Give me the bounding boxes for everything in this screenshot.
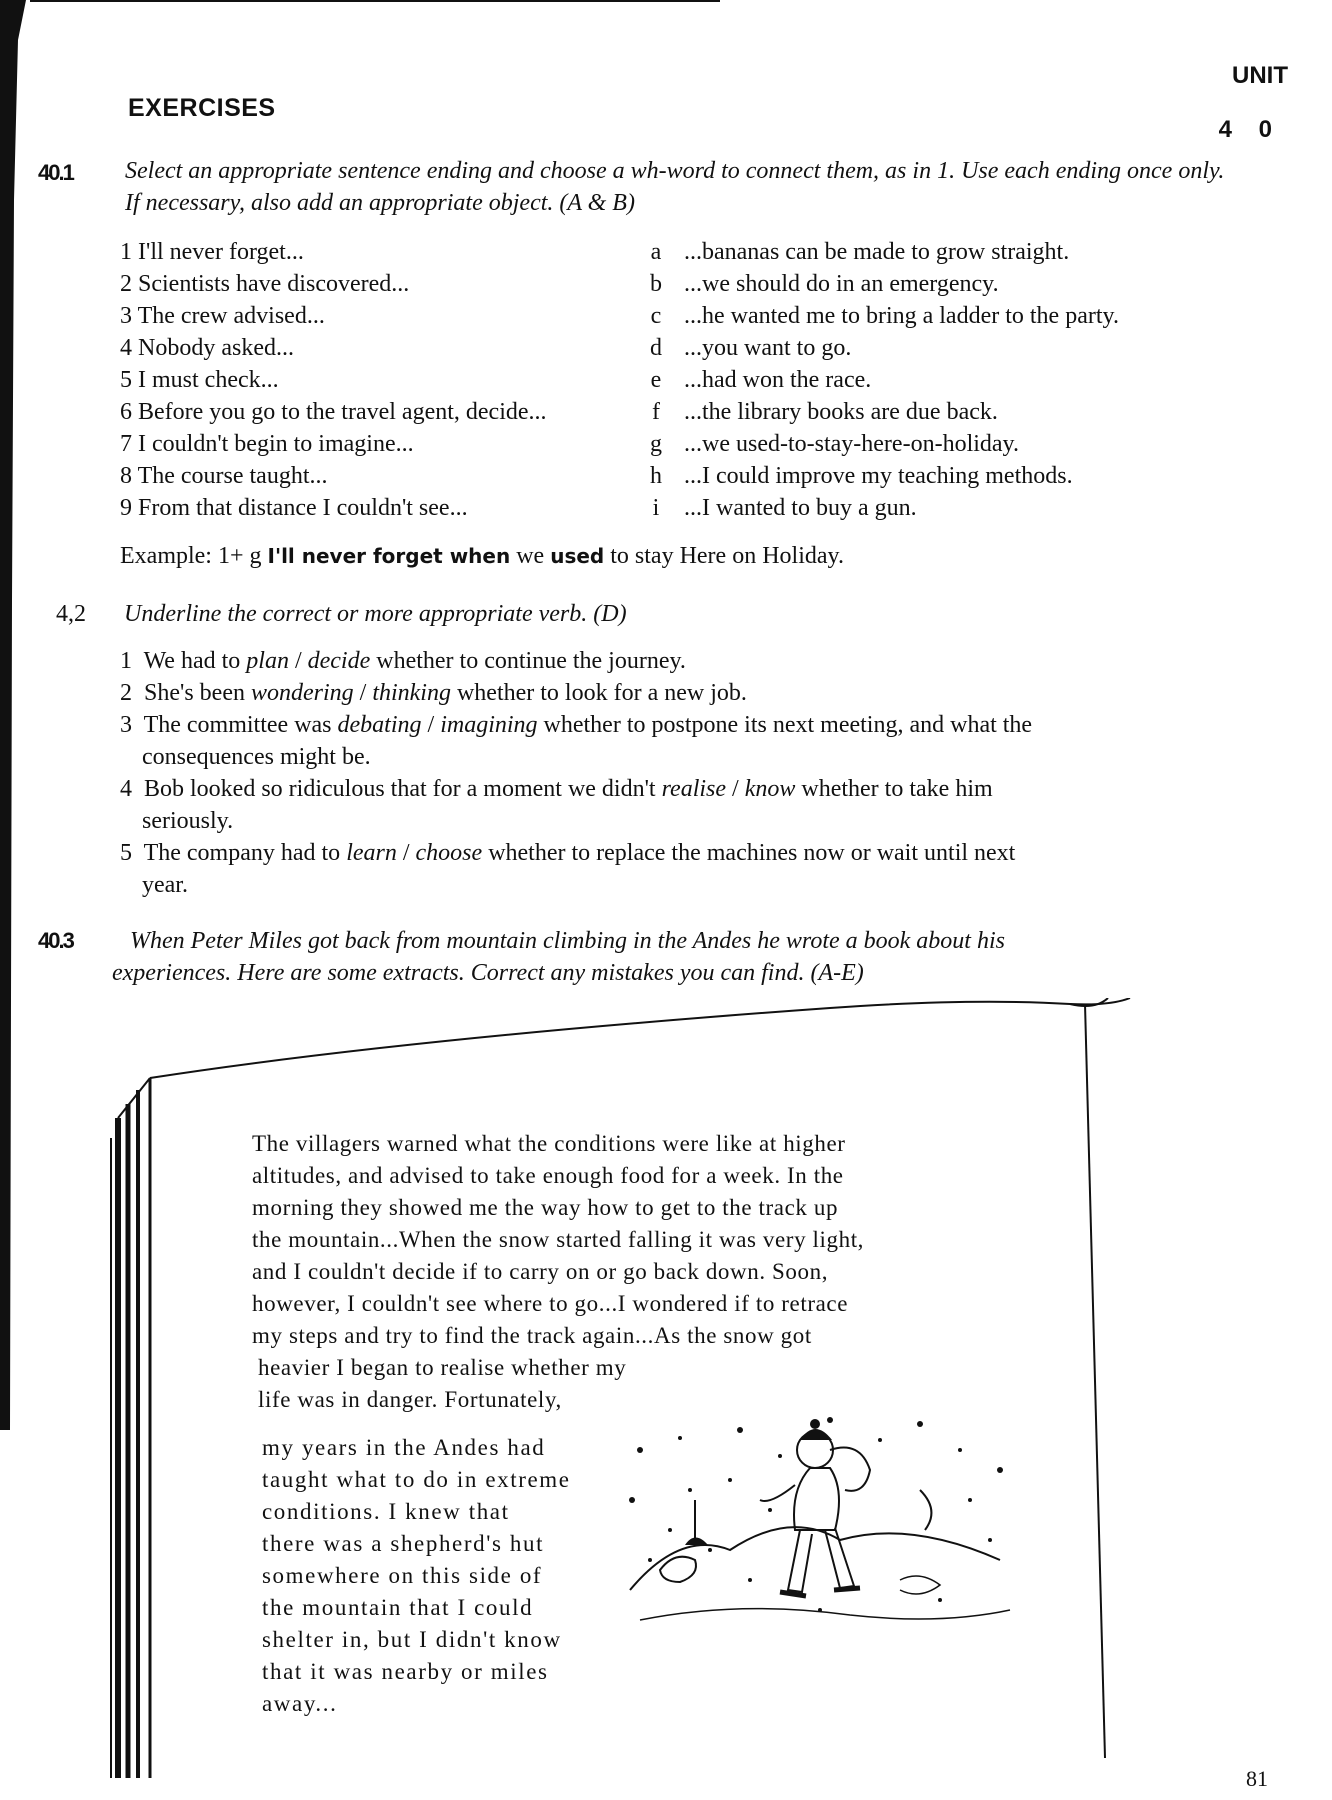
passage-line: that it was nearby or miles	[262, 1659, 549, 1684]
sentence-start: 2 Scientists have discovered...	[120, 271, 410, 297]
ending-letter: f	[652, 399, 660, 425]
ending-letter: e	[650, 367, 662, 393]
passage-line: somewhere on this side of	[262, 1563, 543, 1588]
passage-line: conditions. I knew that	[262, 1499, 510, 1524]
exercise-1-example	[120, 540, 844, 572]
passage-line: altitudes, and advised to take enough food for a week. In the	[252, 1163, 844, 1188]
book-binding-shadow	[0, 0, 36, 1430]
sentence-start: 4 Nobody asked...	[120, 335, 294, 361]
ending-letter: b	[650, 271, 662, 297]
exercise-number-40-3: 40.3	[38, 928, 73, 953]
sentence-start: 7 I couldn't begin to imagine...	[120, 431, 414, 457]
verb-option-2[interactable]: know	[744, 776, 796, 802]
exercise-3-instruction-line-1: When Peter Miles got back from mountain climbing in the Andes he wrote a book about his	[130, 928, 1005, 954]
verb-option-1[interactable]: learn	[346, 840, 397, 866]
passage-line: The villagers warned what the conditions were like at higher	[252, 1131, 846, 1156]
sentence-ending: ...we should do in an emergency.	[684, 271, 999, 297]
exercise-1-instruction: Select an appropriate sentence ending and choose a wh-word to connect them, as in 1. Use each ending once only. If necessary, also add an appropriate object. (A & B)	[125, 158, 1225, 216]
sentence-start: 9 From that distance I couldn't see...	[120, 495, 468, 521]
item-text-before: The committee was	[143, 712, 338, 738]
passage-line: morning they showed me the way how to get to the track up	[252, 1195, 839, 1220]
sentence-ending: ...had won the race.	[684, 367, 872, 393]
sentence-start: 3 The crew advised...	[120, 303, 325, 329]
unit-number: 4 0	[1218, 116, 1282, 143]
passage-line: and I couldn't decide if to carry on or go back down. Soon,	[252, 1259, 829, 1284]
item-text-before: The company had to	[143, 840, 347, 866]
exercise-number-40-1: 40.1	[38, 160, 73, 185]
sentence-start: 8 The course taught...	[120, 463, 328, 489]
passage-line: the mountain that I could	[262, 1595, 534, 1620]
verb-option-2[interactable]: choose	[415, 840, 483, 866]
exercise-1-left-column	[120, 236, 547, 524]
ending-letter: d	[650, 335, 662, 361]
item-number: 2	[120, 680, 132, 706]
item-continuation: year.	[142, 872, 188, 898]
exercise-1-letter-column	[644, 236, 668, 524]
item-text-after: whether to replace the machines now or wait until next	[482, 840, 1016, 866]
passage-line: the mountain...When the snow started falling it was very light,	[252, 1227, 865, 1252]
exercise-3-instruction-line-2: experiences. Here are some extracts. Correct any mistakes you can find. (A-E)	[112, 960, 864, 986]
ending-letter: a	[650, 239, 662, 265]
item-text-after: whether to postpone its next meeting, and what the	[537, 712, 1033, 738]
passage-line: life was in danger. Fortunately,	[258, 1387, 562, 1412]
sentence-ending: ...bananas can be made to grow straight.	[684, 239, 1070, 265]
passage-line: taught what to do in extreme	[262, 1467, 571, 1492]
exercise-1-right-column	[684, 236, 1119, 524]
sentence-ending: ...you want to go.	[684, 335, 852, 361]
exercise-2-item: 4 Bob looked so ridiculous that for a moment we didn't realise / know whether to take him	[120, 776, 993, 802]
sentence-ending-used-example: ...we used-to-stay-here-on-holiday.	[684, 431, 1019, 457]
sentence-ending: ...he wanted me to bring a ladder to the party.	[684, 303, 1119, 329]
exercises-heading: EXERCISES	[128, 94, 276, 122]
item-text-before: She's been	[144, 680, 251, 706]
sentence-start: 1 I'll never forget...	[120, 239, 304, 265]
item-text-after: whether to look for a new job.	[450, 680, 747, 706]
ending-letter: i	[652, 495, 660, 521]
item-text-after: whether to continue the journey.	[370, 648, 686, 674]
example-handwritten: I'll never forget when	[267, 544, 511, 568]
exercise-2-item: 1 We had to plan / decide whether to continue the journey.	[120, 648, 686, 674]
sentence-ending: ...I could improve my teaching methods.	[684, 463, 1073, 489]
top-rule	[30, 0, 720, 2]
passage-narrow-lines	[262, 1432, 632, 1720]
exercise-number-40-2: 4,2	[56, 601, 86, 627]
verb-option-1[interactable]: plan	[246, 648, 289, 674]
verb-option-2[interactable]: thinking	[372, 680, 451, 706]
passage-line: shelter in, but I didn't know	[262, 1627, 562, 1652]
example-prefix: Example: 1+ g	[120, 543, 262, 569]
passage-line: my years in the Andes had	[262, 1435, 546, 1460]
example-suffix: to stay Here on Holiday.	[610, 543, 844, 569]
exercise-2-item: 3 The committee was debating / imagining whether to postpone its next meeting, and what the	[120, 712, 1033, 738]
item-number: 3	[120, 712, 132, 738]
exercise-2-item: 2 She's been wondering / thinking whether to look for a new job.	[120, 680, 747, 706]
verb-option-1[interactable]: wondering	[250, 680, 354, 706]
verb-option-1[interactable]: debating	[337, 712, 422, 738]
item-text-after: whether to take him	[795, 776, 993, 802]
exercise-2-instruction: Underline the correct or more appropriate verb. (D)	[124, 601, 627, 627]
item-number: 4	[120, 776, 132, 802]
item-number: 5	[120, 840, 132, 866]
climber-in-snow-illustration	[620, 1410, 1020, 1640]
sentence-start: 6 Before you go to the travel agent, decide...	[120, 399, 547, 425]
verb-option-2[interactable]: imagining	[440, 712, 538, 738]
item-continuation: consequences might be.	[142, 744, 371, 770]
example-handwritten-2: used	[550, 544, 605, 568]
unit-label: UNIT	[1232, 62, 1288, 89]
sentence-ending: ...I wanted to buy a gun.	[684, 495, 917, 521]
passage-line: away...	[262, 1691, 338, 1716]
sentence-ending: ...the library books are due back.	[684, 399, 998, 425]
passage-line: however, I couldn't see where to go...I wondered if to retrace	[252, 1291, 849, 1316]
passage-wide-lines	[252, 1128, 992, 1352]
ending-letter: c	[650, 303, 662, 329]
item-number: 1	[120, 648, 132, 674]
ending-letter: h	[650, 463, 662, 489]
exercise-2-items	[120, 645, 1220, 901]
item-text-before: Bob looked so ridiculous that for a moment we didn't	[144, 776, 662, 802]
passage-line: there was a shepherd's hut	[262, 1531, 545, 1556]
sentence-start: 5 I must check...	[120, 367, 279, 393]
item-continuation: seriously.	[142, 808, 234, 834]
passage-line: my steps and try to find the track again...As the snow got	[252, 1323, 812, 1348]
page-number: 81	[1246, 1766, 1268, 1791]
item-text-before: We had to	[143, 648, 247, 674]
verb-option-1[interactable]: realise	[661, 776, 727, 802]
passage-mid-lines	[258, 1352, 718, 1416]
example-mid: we	[516, 543, 545, 569]
passage-line: heavier I began to realise whether my	[258, 1355, 627, 1380]
exercise-2-item: 5 The company had to learn / choose whether to replace the machines now or wait until next	[120, 840, 1016, 866]
ending-letter: g	[650, 431, 662, 457]
verb-option-2[interactable]: decide	[307, 648, 371, 674]
